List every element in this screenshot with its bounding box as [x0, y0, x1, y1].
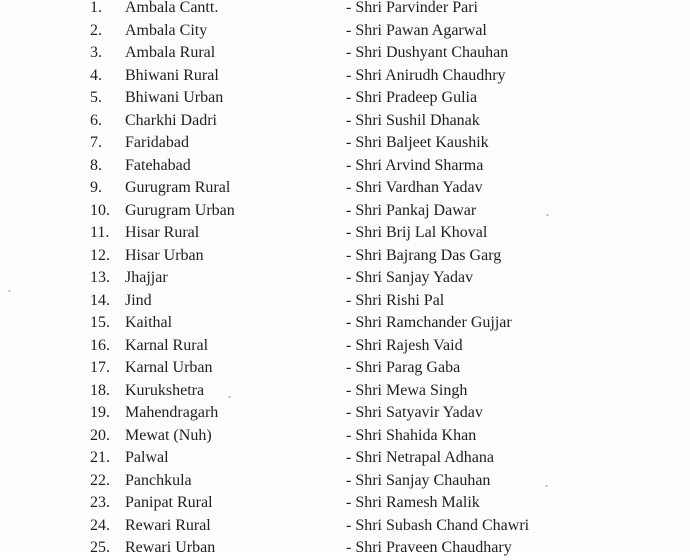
- scan-speck: [228, 396, 231, 398]
- district-name: Panchkula: [125, 471, 192, 489]
- person-name: - Shri Shahida Khan: [346, 426, 477, 444]
- district-name: Jind: [125, 291, 152, 309]
- item-number: 20.: [90, 426, 110, 444]
- district-name: Gurugram Rural: [125, 179, 231, 196]
- list-item: [0, 132, 690, 155]
- district-name: Rewari Rural: [125, 516, 211, 534]
- item-number: 13.: [90, 269, 110, 286]
- district-name: Mahendragarh: [125, 404, 219, 421]
- list-item: [0, 245, 690, 268]
- district-name: Karnal Rural: [125, 336, 209, 354]
- district-name: Panipat Rural: [125, 494, 213, 511]
- person-name: - Shri Ramchander Gujjar: [346, 314, 512, 331]
- list-item: [0, 20, 690, 43]
- district-name: Faridabad: [125, 134, 189, 151]
- list-item: [0, 87, 690, 110]
- person-name: - Shri Rishi Pal: [346, 291, 445, 309]
- person-name: - Shri Arvind Sharma: [346, 156, 484, 174]
- list-item: [0, 447, 690, 470]
- item-number: 18.: [90, 381, 110, 399]
- district-name: Ambala Cantt.: [125, 0, 219, 16]
- item-number: 1.: [90, 0, 102, 16]
- district-name: Karnal Urban: [125, 359, 213, 376]
- list-item: [0, 155, 690, 178]
- district-name: Ambala City: [125, 21, 208, 39]
- list-item: [0, 0, 690, 20]
- list-item: [0, 357, 690, 380]
- person-name: - Shri Pankaj Dawar: [346, 201, 477, 219]
- list-item: [0, 110, 690, 133]
- district-name: Bhiwani Rural: [125, 66, 219, 84]
- person-name: - Shri Sanjay Chauhan: [346, 471, 491, 489]
- district-name: Palwal: [125, 449, 169, 466]
- list-item: [0, 335, 690, 358]
- item-number: 16.: [90, 336, 110, 354]
- item-number: 6.: [90, 111, 102, 129]
- district-name: Hisar Urban: [125, 246, 204, 264]
- item-number: 25.: [90, 539, 110, 556]
- item-number: 24.: [90, 516, 110, 534]
- list-item: [0, 470, 690, 493]
- item-number: 14.: [90, 291, 110, 309]
- item-number: 7.: [90, 134, 102, 151]
- list-item: [0, 267, 690, 290]
- district-name: Charkhi Dadri: [125, 111, 217, 129]
- list-item: [0, 200, 690, 223]
- person-name: - Shri Anirudh Chaudhry: [346, 66, 506, 84]
- district-name: Mewat (Nuh): [125, 426, 212, 444]
- person-name: - Shri Dushyant Chauhan: [346, 44, 509, 61]
- item-number: 4.: [90, 66, 102, 84]
- person-name: - Shri Parag Gaba: [346, 359, 461, 376]
- person-name: - Shri Satyavir Yadav: [346, 404, 483, 421]
- item-number: 15.: [90, 314, 110, 331]
- item-number: 9.: [90, 179, 102, 196]
- list-item: [0, 312, 690, 335]
- district-name: Gurugram Urban: [125, 201, 235, 219]
- item-number: 3.: [90, 44, 102, 61]
- district-name: Hisar Rural: [125, 224, 200, 241]
- district-name: Kaithal: [125, 314, 173, 331]
- item-number: 2.: [90, 21, 102, 39]
- list-item: [0, 492, 690, 515]
- person-name: - Shri Subash Chand Chawri: [346, 516, 530, 534]
- item-number: 11.: [90, 224, 110, 241]
- person-name: - Shri Vardhan Yadav: [346, 179, 483, 196]
- item-number: 5.: [90, 89, 102, 106]
- person-name: - Shri Pradeep Gulia: [346, 89, 478, 106]
- person-name: - Shri Praveen Chaudhary: [346, 539, 512, 556]
- scan-speck: [546, 214, 549, 216]
- district-name: Fatehabad: [125, 156, 191, 174]
- person-name: - Shri Pawan Agarwal: [346, 21, 487, 39]
- person-name: - Shri Bajrang Das Garg: [346, 246, 502, 264]
- list-item: [0, 380, 690, 403]
- scan-speck: [8, 290, 11, 292]
- district-name: Bhiwani Urban: [125, 89, 224, 106]
- list-item: [0, 425, 690, 448]
- person-name: - Shri Brij Lal Khoval: [346, 224, 488, 241]
- person-name: - Shri Sanjay Yadav: [346, 269, 474, 286]
- person-name: - Shri Parvinder Pari: [346, 0, 478, 16]
- person-name: - Shri Baljeet Kaushik: [346, 134, 489, 151]
- scan-speck: [545, 485, 548, 487]
- item-number: 21.: [90, 449, 110, 466]
- item-number: 12.: [90, 246, 110, 264]
- person-name: - Shri Mewa Singh: [346, 381, 468, 399]
- person-name: - Shri Netrapal Adhana: [346, 449, 494, 466]
- list-item: [0, 177, 690, 200]
- item-number: 17.: [90, 359, 110, 376]
- list-item: [0, 537, 690, 560]
- list-item: [0, 42, 690, 65]
- item-number: 10.: [90, 201, 110, 219]
- person-name: - Shri Ramesh Malik: [346, 494, 480, 511]
- district-name: Jhajjar: [125, 269, 168, 286]
- list-item: [0, 515, 690, 538]
- list-item: [0, 65, 690, 88]
- item-number: 22.: [90, 471, 110, 489]
- list-item: [0, 290, 690, 313]
- person-name: - Shri Rajesh Vaid: [346, 336, 463, 354]
- item-number: 8.: [90, 156, 102, 174]
- list-item: [0, 222, 690, 245]
- list-item: [0, 402, 690, 425]
- item-number: 23.: [90, 494, 110, 511]
- district-name: Ambala Rural: [125, 44, 216, 61]
- person-name: - Shri Sushil Dhanak: [346, 111, 480, 129]
- item-number: 19.: [90, 404, 110, 421]
- district-name: Kurukshetra: [125, 381, 205, 399]
- district-name: Rewari Urban: [125, 539, 216, 556]
